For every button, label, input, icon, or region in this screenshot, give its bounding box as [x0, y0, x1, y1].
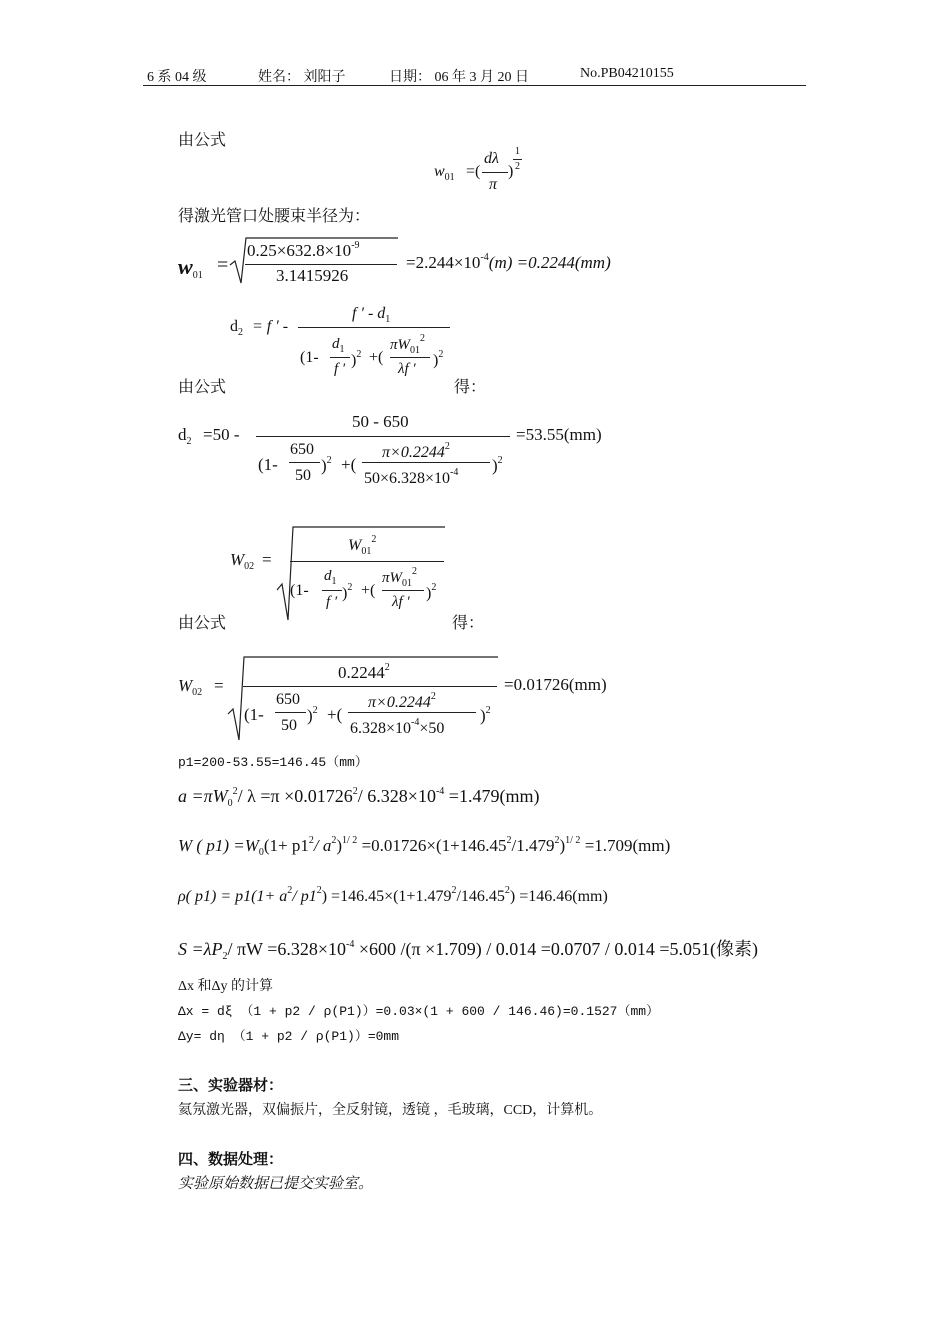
d2n-den-exp-2: 2: [497, 455, 503, 466]
header-name: 姓名： 刘阳子: [258, 70, 346, 85]
w01-exponent-numerator: 1: [515, 146, 520, 157]
W02f-den-inner2-numerator-subscript: 01: [402, 578, 413, 589]
rho-part-4-exponent: 2: [504, 885, 510, 896]
d2n-numerator: 50 - 650: [352, 412, 409, 431]
W01-fraction-bar: [245, 264, 397, 265]
d2-den-inner2-numerator: πW: [390, 337, 411, 353]
d2n-equals-50: =50 -: [203, 425, 240, 444]
W02n-den-inner-numerator: 650: [276, 691, 300, 708]
W01-numerator: 0.25×632.8×10: [247, 241, 352, 260]
W02f-den-plus: +(: [361, 582, 376, 599]
W01-equals: =: [217, 254, 229, 276]
W02f-den-exp-2: 2: [431, 582, 437, 593]
W02f-numerator-subscript: 01: [361, 546, 372, 557]
d2n-den-inner2-bar: [362, 462, 490, 463]
rho-part-3-exponent: 2: [451, 885, 457, 896]
header-rule: [143, 85, 806, 86]
W01-subscript: 01: [192, 270, 203, 281]
W01-result-exponent: -4: [480, 252, 489, 263]
W02n-den-open: (1-: [244, 705, 264, 724]
W02n-symbol: W: [178, 676, 193, 695]
w01-symbol: w: [434, 163, 445, 180]
d2-den-inner-bar: [330, 357, 350, 358]
rho-part-3: ) =146.45×(1+1.479: [321, 888, 452, 905]
d2-den-close-1: ): [351, 352, 357, 369]
W02f-den-inner2-bar: [382, 590, 424, 591]
d2-den-plus: +(: [369, 349, 384, 366]
W02n-den-inner2-numerator-exponent: 2: [430, 691, 436, 702]
d2-subscript: 2: [238, 327, 243, 338]
W02f-equals: =: [262, 550, 272, 569]
header-class: 6 系 04 级: [147, 70, 207, 85]
d2n-den-inner-numerator: 650: [290, 441, 314, 458]
w01-subscript: 01: [444, 172, 455, 183]
d2-den-inner2-denominator: λf ′: [398, 361, 416, 377]
by-formula-label-2: 由公式: [178, 379, 227, 396]
get-label-2: 得：: [452, 615, 485, 632]
d2-symbol: d: [230, 318, 238, 335]
equation-rho: [178, 885, 608, 906]
W02f-den-close-2: ): [426, 585, 432, 602]
d2-equals-fprime: = f ′ -: [252, 318, 289, 335]
d2n-den-inner2-denominator-exponent: -4: [450, 467, 459, 478]
W01-numerator-exponent: -9: [351, 240, 360, 251]
W02f-numerator: W: [348, 537, 362, 554]
W01-denominator: 3.1415926: [276, 266, 349, 285]
a-part-2: / λ =π ×0.01726: [237, 786, 353, 806]
d2n-den-inner2-numerator: π×0.2244: [382, 444, 445, 461]
d2-den-inner-numerator-subscript: 1: [339, 344, 345, 355]
by-formula-label-1: 由公式: [178, 132, 227, 149]
W02f-den-inner-bar: [322, 590, 342, 591]
a-part-3-exponent: -4: [435, 786, 445, 797]
W02n-den-inner2-denominator-tail: ×50: [419, 720, 445, 737]
dx-line: Δx = dξ （1 + p2 / ρ(P1)）=0.03×(1 + 600 / 146.46)=0.1527（mm）: [178, 1004, 660, 1019]
W02n-den-inner2-denominator: 6.328×10: [350, 720, 412, 737]
W02n-den-exp-2: 2: [485, 705, 491, 716]
by-formula-label-3: 由公式: [178, 615, 227, 632]
wp-part-5: =0.01726×(1+146.45: [361, 836, 507, 855]
W01-result-units: (m) =0.2244(mm): [488, 253, 611, 272]
W02n-den-inner2-numerator: π×0.2244: [368, 694, 431, 711]
header-date: 日期： 06 年 3 月 20 日: [389, 70, 529, 85]
W02f-den-inner-numerator-subscript: 1: [331, 576, 337, 587]
d2-den-inner2-numerator-exponent: 2: [420, 333, 426, 344]
d2-den-close-2: ): [433, 352, 439, 369]
a-subscript: 0: [227, 798, 233, 809]
d2-den-exp-2: 2: [438, 349, 444, 360]
wp-part-5-exponent: 2: [506, 835, 512, 846]
W02f-den-inner2-denominator: λf ′: [392, 594, 410, 610]
W01-symbol: w: [178, 254, 193, 279]
d2n-den-inner-denominator: 50: [295, 467, 311, 484]
a-part-2-exponent: 2: [352, 786, 358, 797]
wp-part-3-exponent: 2: [331, 835, 337, 846]
wp-part-3: / a: [313, 836, 332, 855]
d2-numerator: f ′ - d: [352, 305, 386, 322]
w01-close-paren: ): [508, 163, 514, 180]
W02n-fraction-bar: [243, 686, 497, 687]
rho-result: ) =146.46(mm): [509, 888, 608, 905]
W02f-den-close-1: ): [342, 585, 348, 602]
d2-den-inner-denominator: f ′: [334, 361, 346, 377]
W02n-result: =0.01726(mm): [504, 675, 607, 694]
W02f-subscript: 02: [244, 561, 255, 572]
W02f-den-inner-numerator: d: [324, 568, 332, 584]
d2n-den-close-2: ): [492, 456, 498, 475]
rho-part-1-exponent: 2: [287, 885, 293, 896]
W02n-den-close-2: ): [480, 706, 486, 725]
d2n-den-inner-bar: [289, 462, 320, 463]
p1-line: p1=200-53.55=146.45（mm）: [178, 755, 368, 770]
W02n-den-exp-1: 2: [312, 705, 318, 716]
d2-den-exp-1: 2: [356, 349, 362, 360]
w01-denominator: π: [489, 176, 498, 193]
W02f-den-inner2-numerator: πW: [382, 570, 403, 586]
rho-part-1: ρ( p1) = p1(1+ a: [178, 888, 288, 905]
d2n-den-plus: +(: [341, 455, 357, 474]
d2n-result: =53.55(mm): [516, 425, 602, 444]
W02n-den-close-1: ): [307, 706, 313, 725]
header-number: No.PB04210155: [580, 66, 674, 81]
wp-part-7-exponent: 1/ 2: [565, 835, 581, 846]
equation-s: [178, 935, 758, 962]
w01-exponent-bar: [513, 159, 522, 160]
W02n-den-inner2-denominator-exponent: -4: [411, 717, 420, 728]
wp-part-6: /1.479: [511, 836, 555, 855]
wp-part-6-exponent: 2: [554, 835, 560, 846]
d2n-fraction-bar: [256, 436, 510, 437]
W02n-numerator: 0.2244: [338, 663, 385, 682]
section-4-body: 实验原始数据已提交实验室。: [178, 1176, 374, 1192]
W02f-den-open: (1-: [290, 582, 309, 599]
W02f-den-inner2-numerator-exponent: 2: [412, 566, 418, 577]
W02n-subscript: 02: [192, 687, 203, 698]
W01-result-mantissa: =2.244×10: [406, 253, 481, 272]
W02f-symbol: W: [230, 550, 245, 569]
W02n-den-plus: +(: [327, 705, 343, 724]
d2-den-inner2-bar: [390, 357, 430, 358]
d2-den-open: (1-: [300, 349, 319, 366]
W02f-den-inner-denominator: f ′: [326, 594, 338, 610]
dy-line: Δy= dη （1 + p2 / ρ(P1)）=0mm: [178, 1029, 400, 1044]
d2n-den-exp-1: 2: [326, 455, 332, 466]
d2n-subscript: 2: [186, 436, 192, 447]
W02n-den-inner-denominator: 50: [281, 717, 297, 734]
d2n-den-close-1: ): [321, 456, 327, 475]
get-label-1: 得：: [454, 379, 487, 396]
section-3-body: 氦氖激光器，双偏振片，全反射镜，透镜 ，毛玻璃，CCD，计算机。: [178, 1103, 603, 1118]
d2-den-inner-numerator: d: [332, 336, 340, 352]
wp-part-1: W ( p1) =W: [178, 836, 259, 855]
w01-numerator: dλ: [484, 150, 499, 167]
wp-part-2: (1+ p1: [263, 836, 309, 855]
W02n-den-inner-bar: [275, 712, 306, 713]
W02f-fraction-bar: [290, 561, 444, 562]
w01-fraction-bar: [482, 172, 508, 173]
W02f-numerator-exponent: 2: [371, 534, 377, 545]
waist-radius-label: 得激光管口处腰束半径为：: [178, 208, 371, 225]
s-subscript: 2: [222, 951, 228, 962]
d2-numerator-subscript: 1: [385, 314, 391, 325]
a-result: =1.479(mm): [448, 786, 540, 806]
s-result: ×600 /(π ×1.709) / 0.014 =0.0707 / 0.014 =5.051(像素): [358, 939, 759, 959]
s-part-2: / πW =6.328×10: [227, 939, 346, 959]
W02n-equals: =: [214, 676, 224, 695]
W02n-numerator-exponent: 2: [384, 662, 390, 673]
wp-part-4-exponent: 1/ 2: [342, 835, 358, 846]
s-part-1: S =λP: [178, 939, 223, 959]
d2n-den-inner2-numerator-exponent: 2: [444, 441, 450, 452]
wp-part-4: ): [336, 836, 343, 855]
equation-wp1: [178, 835, 670, 858]
d2-den-inner2-numerator-subscript: 01: [410, 345, 421, 356]
w01-equals-paren: =(: [466, 163, 481, 180]
d2-fraction-bar: [298, 327, 450, 328]
wp-result: =1.709(mm): [584, 836, 671, 855]
a-part-3: / 6.328×10: [357, 786, 436, 806]
W02f-den-exp-1: 2: [347, 582, 353, 593]
s-part-2-exponent: -4: [346, 939, 355, 950]
w01-exponent-denominator: 2: [515, 161, 520, 172]
rho-part-4: /146.45: [456, 888, 505, 905]
d2n-den-inner2-denominator: 50×6.328×10: [364, 470, 451, 487]
wp-part-7: ): [559, 836, 566, 855]
rho-part-2-exponent: 2: [316, 885, 322, 896]
d2n-den-open: (1-: [258, 455, 278, 474]
d2n-symbol: d: [178, 425, 187, 444]
wp-subscript: 0: [258, 847, 264, 858]
rho-part-2: / p1: [292, 888, 317, 905]
wp-part-2-exponent: 2: [308, 835, 314, 846]
a-exponent: 2: [232, 786, 238, 797]
section-3-title: 三、实验器材：: [178, 1078, 284, 1094]
W02n-den-inner2-bar: [348, 712, 476, 713]
section-4-title: 四、数据处理：: [178, 1152, 284, 1168]
a-part-1: a =πW: [178, 786, 228, 806]
dxdy-title: Δx 和Δy 的计算: [178, 979, 274, 994]
equation-a: [178, 786, 539, 809]
